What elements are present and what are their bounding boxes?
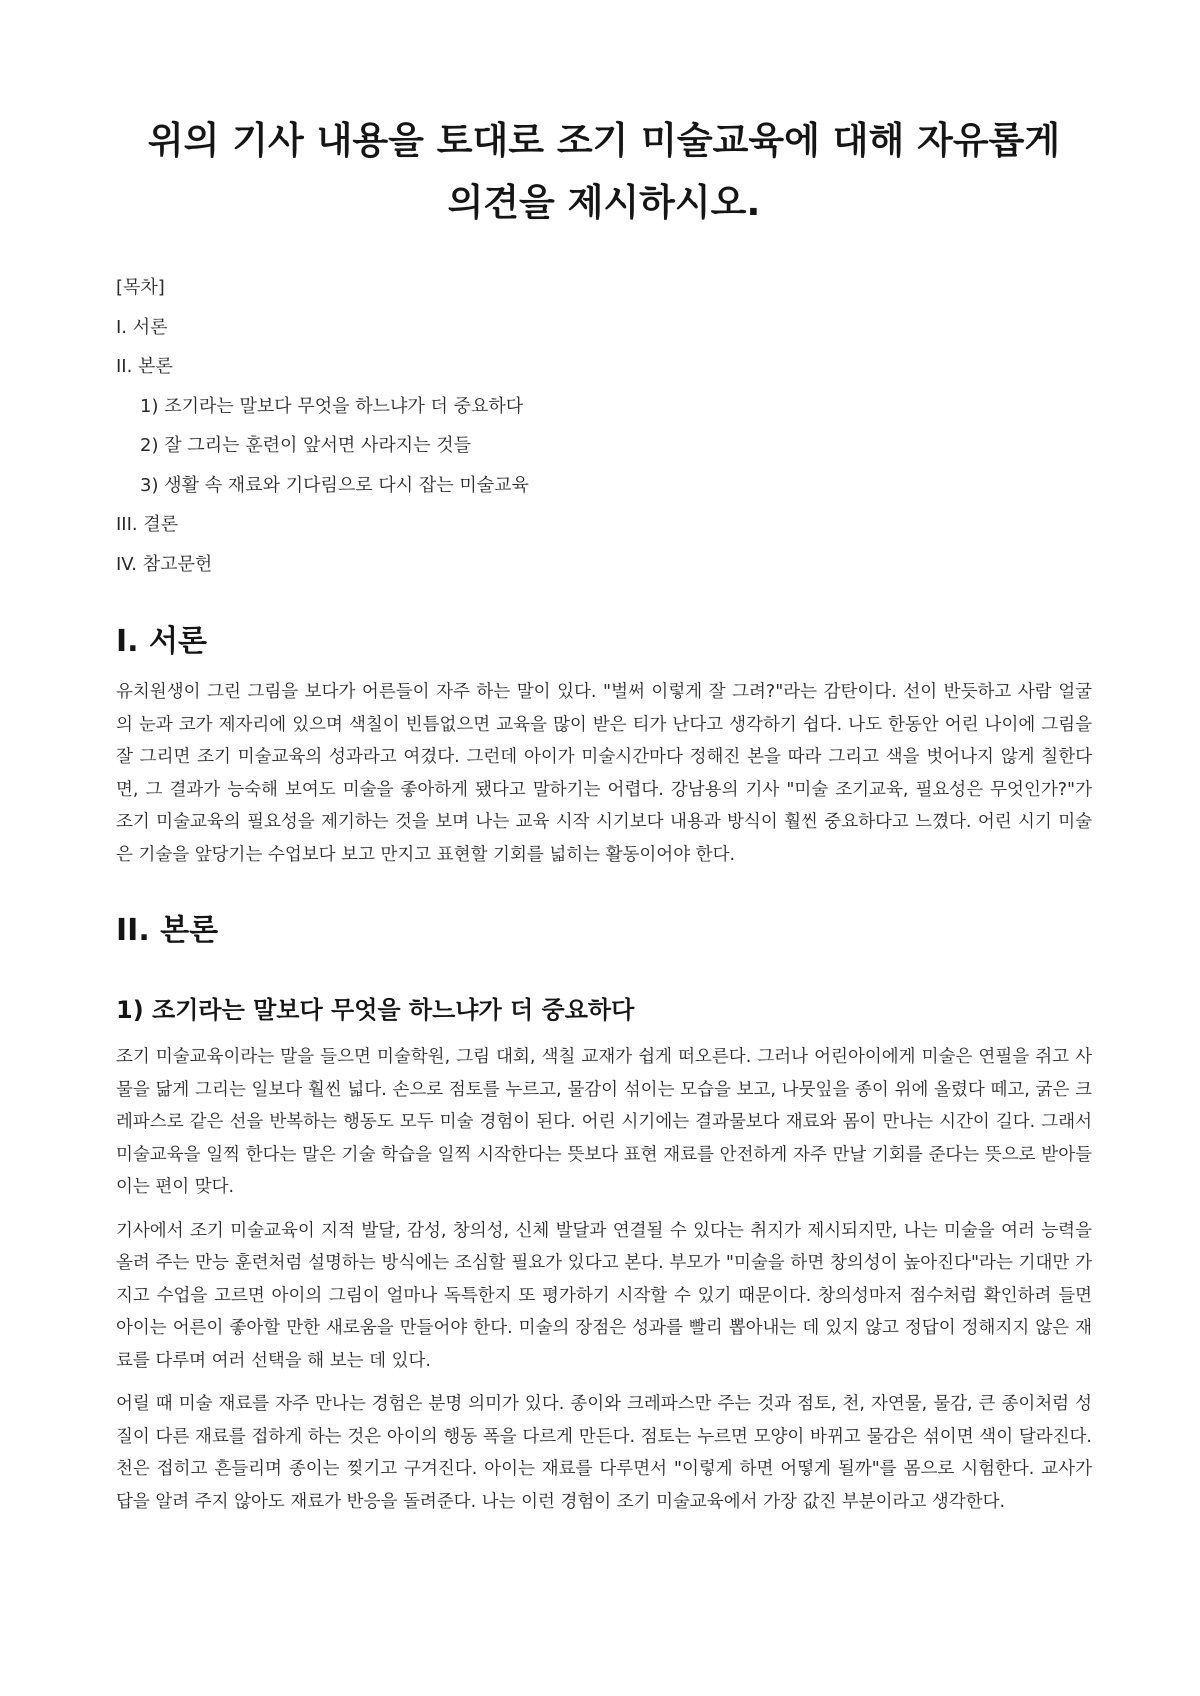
intro-paragraph: 유치원생이 그린 그림을 보다가 어른들이 자주 하는 말이 있다. "벌써 이렇게 잘 그려?"라는 감탄이다. 선이 반듯하고 사람 얼굴의 눈과 코가 제자리에 있으며 색칠이 빈틈없으면 교육을 많이 받은 티가 난다고 생각하기 쉽다. 나도 한동안 어린 나이에 그림을 잘 그리면 조기 미술교육의 성과라고 여겼다. 그런데 아이가 미술시간마다 정해진 본을 따라 그리고 색을 벗어나지 않게 칠한다면, 그 결과가 능숙해 보여도 미술을 좋아하게 됐다고 말하기는 어렵다. 강남용의 기사 "미술 조기교육, 필요성은 무엇인가?"가 조기 미술교육의 필요성을 제기하는 것을 보며 나는 교육 시작 시기보다 내용과 방식이 훨씬 중요하다고 느꼈다. 어린 시기 미술은 기술을 앞당기는 수업보다 보고 만지고 표현할 기회를 넓히는 활동이어야 한다.	[116, 682, 1092, 865]
toc-item-body: II. 본론	[116, 356, 173, 377]
table-of-contents	[116, 268, 1092, 584]
section-body	[116, 909, 1092, 1518]
body-paragraph: 기사에서 조기 미술교육이 지적 발달, 감성, 창의성, 신체 발달과 연결될 수 있다는 취지가 제시되지만, 나는 미술을 여러 능력을 올려 주는 만능 훈련처럼 설명하는 방식에는 조심할 필요가 있다고 본다. 부모가 "미술을 하면 창의성이 높아진다"라는 기대만 가지고 수업을 고르면 아이의 그림이 얼마나 독특한지 또 평가하기 시작할 수 있기 때문이다. 창의성마저 점수처럼 확인하려 들면 아이는 어른이 좋아할 만한 새로움을 만들어야 한다. 미술의 장점은 성과를 빨리 뽑아내는 데 있지 않고 정답이 정해지지 않은 재료를 다루며 여러 선택을 해 보는 데 있다.	[116, 1220, 1092, 1371]
document-title: 위의 기사 내용을 토대로 조기 미술교육에 대해 자유롭게 의견을 제시하시오.	[147, 119, 1061, 224]
subsection-heading-1: 1) 조기라는 말보다 무엇을 하느냐가 더 중요하다	[116, 996, 635, 1024]
section-intro	[116, 620, 1092, 871]
toc-item-body-3: 3) 생활 속 재료와 기다림으로 다시 잡는 미술교육	[140, 474, 529, 496]
body-paragraph: 어릴 때 미술 재료를 자주 만나는 경험은 분명 의미가 있다. 종이와 크레파스만 주는 것과 점토, 천, 자연물, 물감, 큰 종이처럼 성질이 다른 재료를 접하게 하는 것은 아이의 행동 폭을 다르게 만든다. 점토는 누르면 모양이 바뀌고 물감은 섞이면 색이 달라진다. 천은 접히고 흔들리며 종이는 찢기고 구겨진다. 아이는 재료를 다루면서 "이렇게 하면 어떻게 될까"를 몸으로 시험한다. 교사가 답을 알려 주지 않아도 재료가 반응을 돌려준다. 나는 이런 경험이 조기 미술교육에서 가장 값진 부분이라고 생각한다.	[116, 1394, 1092, 1512]
toc-heading: [목차]	[116, 277, 165, 298]
toc-item-body-1: 1) 조기라는 말보다 무엇을 하느냐가 더 중요하다	[140, 395, 524, 417]
toc-item-body-2: 2) 잘 그리는 훈련이 앞서면 사라지는 것들	[140, 435, 472, 456]
section-heading-intro: I. 서론	[116, 624, 207, 659]
toc-item-references: IV. 참고문헌	[116, 553, 213, 575]
toc-item-conclusion: III. 결론	[116, 514, 179, 535]
toc-item-intro: I. 서론	[116, 316, 168, 338]
body-paragraph: 조기 미술교육이라는 말을 들으면 미술학원, 그림 대회, 색칠 교재가 쉽게 떠오른다. 그러나 어린아이에게 미술은 연필을 쥐고 사물을 닮게 그리는 일보다 훨씬 넓다. 손으로 점토를 누르고, 물감이 섞이는 모습을 보고, 나뭇잎을 종이 위에 올렸다 떼고, 굵은 크레파스로 같은 선을 반복하는 행동도 모두 미술 경험이 된다. 어린 시기에는 결과물보다 재료와 몸이 만나는 시간이 길다. 그래서 미술교육을 일찍 한다는 말은 기술 학습을 일찍 시작한다는 뜻보다 표현 재료를 안전하게 자주 만날 기회를 준다는 뜻으로 받아들이는 편이 맞다.	[116, 1047, 1092, 1197]
section-heading-body: II. 본론	[116, 913, 219, 948]
